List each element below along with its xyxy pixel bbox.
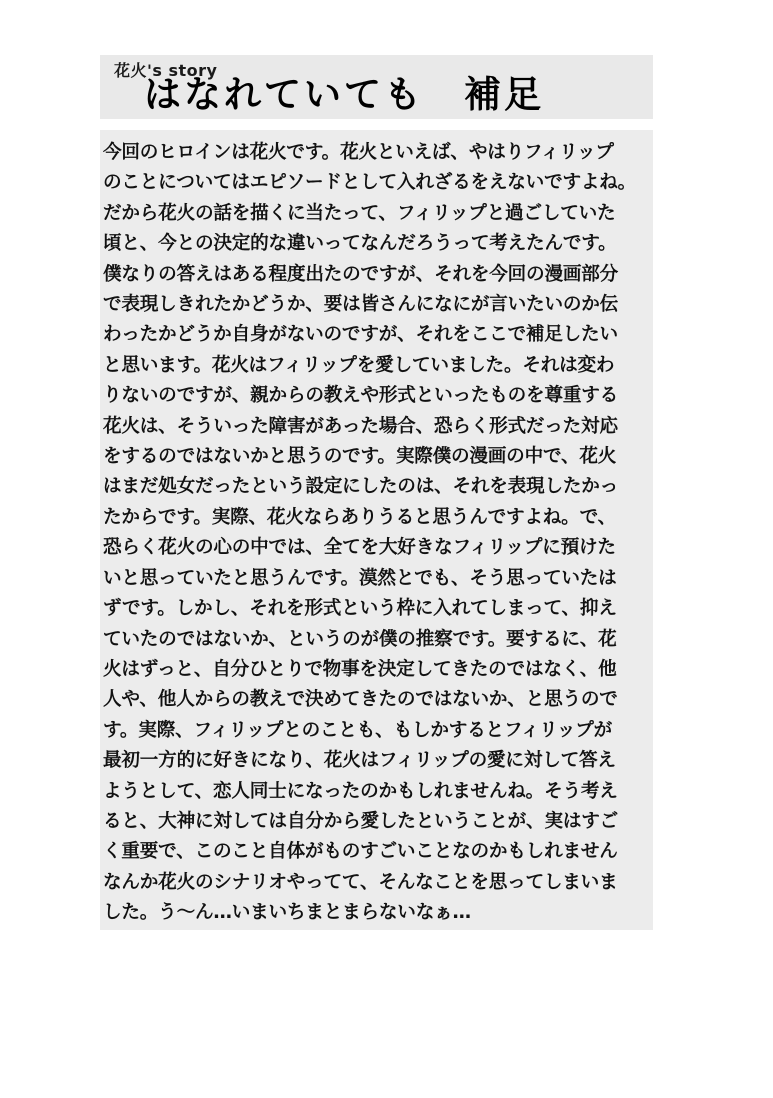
text-line: をするのではないかと思うのです。実際僕の漫画の中で、花火 — [103, 446, 617, 468]
text-line: ると、大神に対しては自分から愛したということが、実はすご — [103, 810, 619, 832]
text-line: す。実際、フィリップとのことも、もしかするとフィリップが — [103, 719, 613, 741]
text-line: ていたのではないか、というのが僕の推察です。要するに、花 — [103, 628, 617, 650]
text-line: たからです。実際、花火ならありうると思うんですよね。で、 — [103, 506, 616, 528]
text-line: わったかどうか自身がないのですが、それをここで補足したい — [103, 324, 618, 346]
story-subtitle: 花火's story — [114, 61, 218, 80]
text-line: 頃と、今との決定的な違いってなんだろうって考えたんです。 — [103, 233, 617, 255]
text-line: 最初一方的に好きになり、花火はフィリップの愛に対して答え — [103, 750, 616, 772]
body-text — [100, 130, 653, 929]
text-line: した。う〜ん…いまいちまとまらないなぁ… — [103, 902, 471, 924]
text-line: ずです。しかし、それを形式という枠に入れてしまって、抑え — [103, 598, 617, 620]
text-line: 僕なりの答えはある程度出たのですが、それを今回の漫画部分 — [103, 263, 619, 285]
text-line: と思います。花火はフィリップを愛していました。それは変わ — [103, 354, 615, 376]
text-line: ようとして、恋人同士になったのかもしれませんね。そう考え — [103, 780, 618, 802]
body-text-panel — [100, 130, 653, 930]
text-line: いと思っていたと思うんです。漠然とでも、そう思っていたは — [103, 567, 617, 589]
text-line: 恐らく花火の心の中では、全てを大好きなフィリップに預けた — [103, 537, 616, 559]
title-banner — [100, 55, 653, 119]
text-line: 人や、他人からの教えで決めてきたのではないか、と思うので — [103, 689, 618, 711]
text-line: はまだ処女だったという設定にしたのは、それを表現したかっ — [103, 476, 619, 498]
page-title: はなれていても 補足 — [144, 73, 544, 116]
text-line: りないのですが、親からの教えや形式といったものを尊重する — [103, 385, 619, 407]
text-line: で表現しきれたかどうか、要は皆さんになにが言いたいのか伝 — [103, 294, 619, 316]
text-line: のことについてはエピソードとして入れざるをえないですよね。 — [103, 172, 637, 194]
text-line: く重要で、このこと自体がものすごいことなのかもしれません — [103, 841, 618, 863]
text-line: 火はずっと、自分ひとりで物事を決定してきたのではなく、他 — [103, 658, 617, 680]
text-line: なんか花火のシナリオやってて、そんなことを思ってしまいま — [103, 871, 618, 893]
text-line: 花火は、そういった障害があった場合、恐らく形式だった対応 — [103, 415, 618, 437]
text-line: だから花火の話を描くに当たって、フィリップと過ごしていた — [103, 202, 616, 224]
text-line: 今回のヒロインは花火です。花火といえば、やはりフィリップ — [103, 142, 614, 163]
